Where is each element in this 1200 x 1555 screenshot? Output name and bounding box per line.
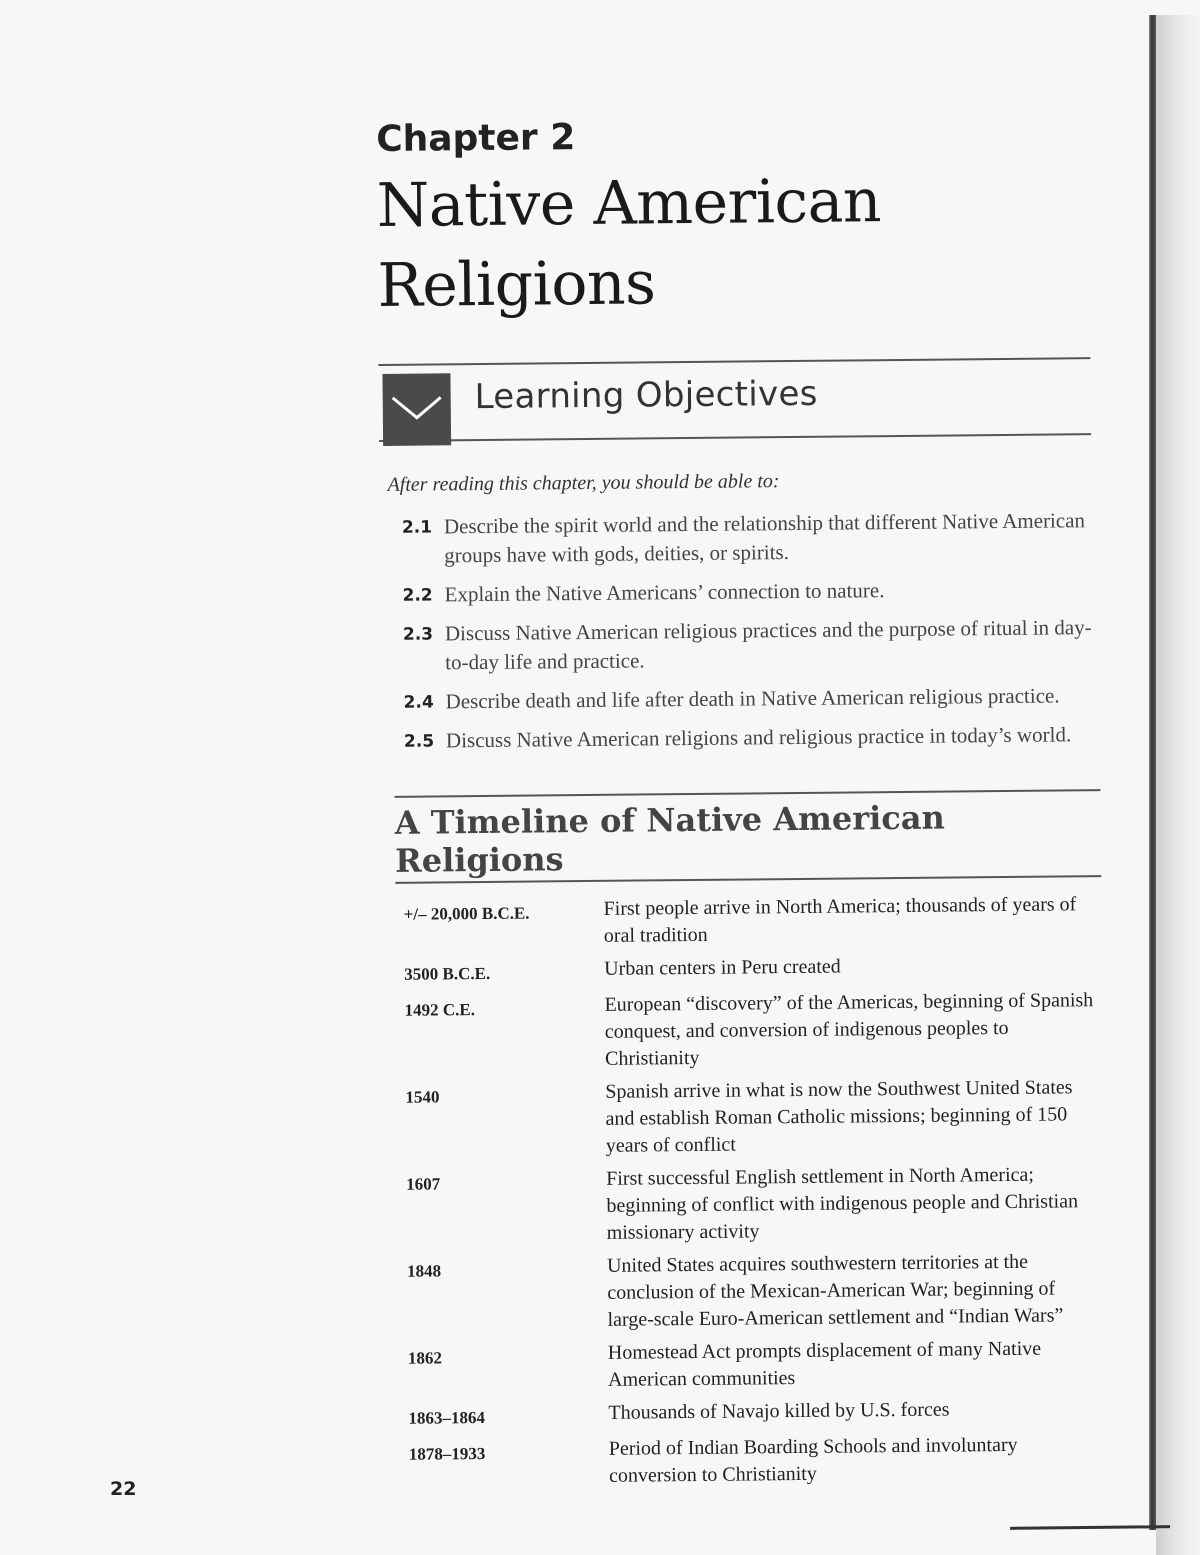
bottom-edge-rule <box>1010 1525 1170 1530</box>
timeline-event: European “discovery” of the Americas, beginning of Spanish conquest, and conversion of indigenous peoples to Christianity <box>604 989 1094 1070</box>
objective-number: 2.5 <box>403 731 435 752</box>
timeline-row <box>404 987 1101 1081</box>
objective-item <box>381 613 1094 678</box>
objective-text: Discuss Native American religions and religious practice in today’s world. <box>445 722 1072 753</box>
timeline-date: 1878–1933 <box>408 1444 486 1464</box>
objectives-badge <box>382 373 451 446</box>
timeline-header <box>395 789 1102 884</box>
objective-number: 2.1 <box>401 517 433 538</box>
objectives-list <box>380 506 1094 756</box>
timeline-row <box>407 1248 1104 1342</box>
timeline-date: 1540 <box>405 1087 440 1107</box>
learning-objectives-heading: Learning Objectives <box>474 373 818 418</box>
timeline-event: First successful English settlement in North America; beginning of conflict with indigenous people and Christian missionary activity <box>606 1163 1079 1244</box>
timeline-table <box>403 891 1105 1498</box>
timeline-row <box>408 1335 1105 1402</box>
objective-text: Describe the spirit world and the relationship that different Native American groups have with gods, deities, or spirits. <box>443 508 1086 568</box>
chapter-title-line2: Religions <box>377 248 656 321</box>
objective-item <box>380 574 1092 610</box>
timeline-event: Urban centers in Peru created <box>604 955 841 980</box>
timeline-row <box>403 891 1100 958</box>
page-content <box>376 111 1101 1498</box>
timeline-date: 1848 <box>406 1261 442 1281</box>
objective-text: Describe death and life after death in Native American religious practice. <box>445 683 1060 714</box>
page-gutter-shadow <box>1156 15 1200 1555</box>
objective-text: Explain the Native Americans’ connection to nature. <box>444 578 885 607</box>
chapter-title <box>376 159 1090 326</box>
timeline-event: Spanish arrive in what is now the Southwest United States and establish Roman Catholic missions; beginning of 150 years of conflict <box>605 1076 1073 1157</box>
timeline-date: 1492 C.E. <box>404 1000 476 1020</box>
timeline-event: Homestead Act prompts displacement of many Native American communities <box>607 1337 1042 1391</box>
timeline-date: 1862 <box>407 1348 442 1368</box>
timeline-event: United States acquires southwestern territories at the conclusion of the Mexican-American War; beginning of large-scale Euro-American settlement and “Indian Wars” <box>606 1250 1064 1331</box>
chapter-number: Chapter 2 <box>376 117 576 160</box>
timeline-row <box>409 1431 1106 1498</box>
check-chevron-icon <box>389 387 445 428</box>
learning-objectives-header <box>378 357 1091 442</box>
objective-number: 2.4 <box>403 692 434 713</box>
timeline-heading: A Timeline of Native American Religions <box>394 798 945 880</box>
timeline-event: First people arrive in North America; thousands of years of oral tradition <box>603 893 1077 947</box>
objectives-intro: After reading this chapter, you should be able to: <box>387 470 780 496</box>
timeline-date: 3500 B.C.E. <box>404 963 491 984</box>
timeline-date: +/– 20,000 B.C.E. <box>403 903 530 924</box>
objective-number: 2.2 <box>402 585 433 606</box>
timeline-date: 1607 <box>406 1174 441 1194</box>
timeline-event: Thousands of Navajo killed by U.S. forces <box>608 1398 950 1424</box>
objective-item <box>380 506 1093 571</box>
timeline-row <box>406 1161 1103 1255</box>
timeline-event: Period of Indian Boarding Schools and involuntary conversion to Christianity <box>608 1433 1018 1487</box>
objective-text: Discuss Native American religious practices and the purpose of ritual in day-to-day life and practice. <box>444 615 1092 675</box>
chapter-title-line1: Native American <box>376 166 882 241</box>
objective-item <box>381 681 1093 717</box>
page-number: 22 <box>110 1478 137 1500</box>
timeline-row <box>405 1074 1102 1168</box>
book-spine <box>1149 15 1156 1530</box>
objective-item <box>382 720 1094 756</box>
timeline-date: 1863–1864 <box>408 1408 486 1428</box>
objective-number: 2.3 <box>402 624 434 645</box>
